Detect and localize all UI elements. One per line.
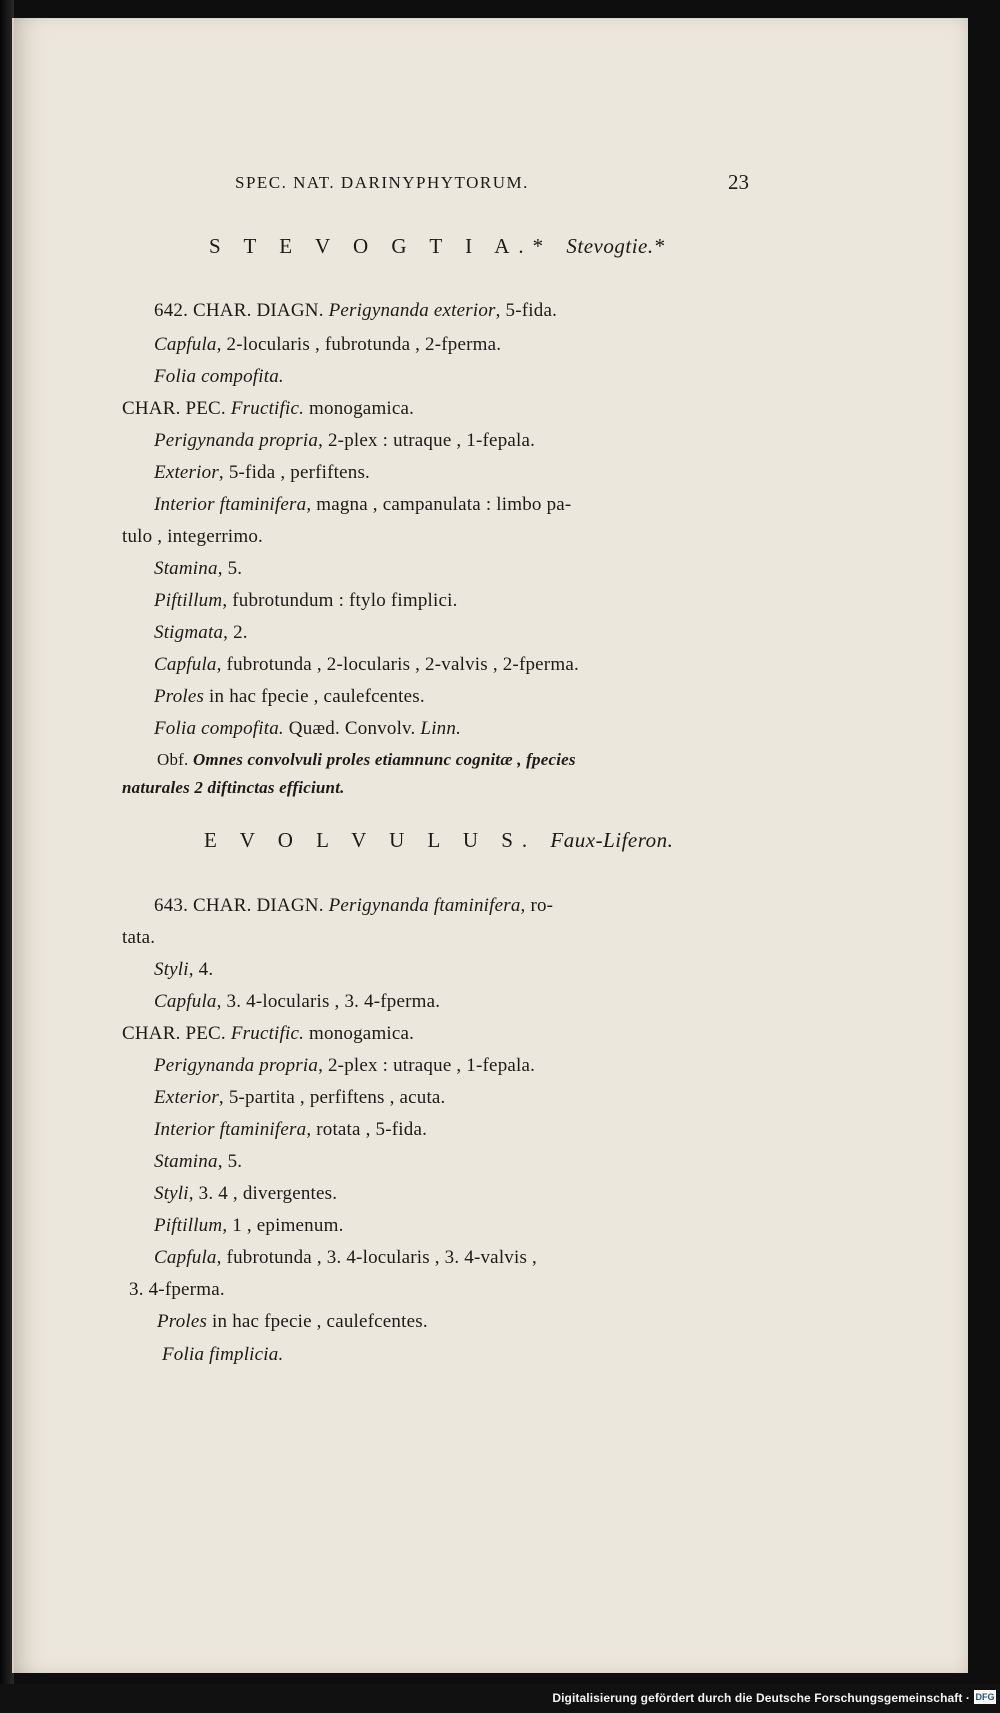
line-italic: Fructific. (230, 1023, 305, 1044)
line-prefix: 642. CHAR. DIAGN. (154, 300, 329, 321)
line-text: , fubrotunda , 2-locularis , 2-valvis , 2-fperma. (216, 654, 579, 675)
text-line (154, 1119, 427, 1141)
line-text: in hac fpecie , caulefcentes. (207, 1311, 428, 1332)
line-text: , fubrotunda , 3. 4-locularis , 3. 4-valvis , (216, 1247, 537, 1268)
line-italic: Folia compofita. (154, 366, 284, 387)
line-prefix: CHAR. PEC. (122, 398, 231, 419)
page-number: 23 (728, 170, 749, 194)
digitization-footer (0, 1684, 1000, 1713)
line-italic: Capfula (154, 654, 217, 675)
line-text: , 4. (188, 959, 214, 980)
line-text: , 5-fida , perfiftens. (218, 462, 370, 483)
line-italic: Perigynanda exterior (328, 300, 496, 321)
genus-name: S T E V O G T I A.* (209, 234, 553, 258)
line-text: , 5-partita , perfiftens , acuta. (218, 1087, 446, 1108)
text-line (154, 718, 461, 740)
line-text: , 3. 4 , divergentes. (188, 1183, 338, 1204)
line-text: monogamica. (304, 398, 415, 419)
genus-title-stevogtia (209, 234, 665, 259)
line-italic: Interior ftaminifera (154, 1119, 307, 1140)
line-text: , ro- (520, 895, 554, 916)
text-line (154, 654, 579, 676)
text-line (122, 1023, 414, 1045)
line-italic: Styli (154, 959, 189, 980)
line-text: , 5. (217, 1151, 243, 1172)
footer-credit: Digitalisierung gefördert durch die Deutsche Forschungsgemeinschaft · (552, 1691, 970, 1705)
text-line (154, 300, 557, 322)
line-text: in hac fpecie , caulefcentes. (204, 686, 425, 707)
running-title: SPEC. NAT. DARINYPHYTORUM. (235, 173, 529, 192)
line-text: Quæd. Convolv. (283, 718, 421, 739)
line-italic: Perigynanda propria (154, 430, 319, 451)
line-italic: Stamina (154, 1151, 218, 1172)
text-line (154, 1215, 344, 1237)
vernacular-name: Stevogtie.* (566, 234, 665, 258)
line-italic: Exterior (154, 1087, 219, 1108)
line-italic: Capfula (154, 1247, 217, 1268)
genus-title-evolvulus (204, 828, 673, 853)
line-italic: Folia fimplicia. (162, 1344, 284, 1365)
text-line (154, 1183, 337, 1205)
line-text: , 2-locularis , fubrotunda , 2-fperma. (216, 334, 502, 355)
text-line (122, 526, 263, 548)
text-line (154, 430, 535, 452)
line-prefix: Obf. (157, 750, 193, 769)
text-line (154, 622, 248, 644)
line-prefix: CHAR. PEC. (122, 1023, 231, 1044)
text-line (154, 991, 440, 1013)
text-line (154, 1087, 446, 1109)
line-text: , fubrotundum : ftylo fimplici. (222, 590, 458, 611)
line-italic: Perigynanda propria (154, 1055, 319, 1076)
text-line (154, 1055, 535, 1077)
text-line (122, 927, 155, 949)
line-text: , 2-plex : utraque , 1-fepala. (318, 430, 536, 451)
line-text: , 2. (223, 622, 248, 643)
text-line (154, 959, 213, 981)
text-line (129, 1279, 225, 1301)
text-line (122, 398, 414, 420)
line-text: tata. (122, 927, 156, 948)
line-italic: Interior ftaminifera (154, 494, 307, 515)
text-line (154, 686, 425, 708)
text-line (154, 334, 501, 356)
line-italic: Proles (157, 1311, 208, 1332)
line-italic: Fructific. (230, 398, 305, 419)
text-line (154, 494, 571, 516)
line-italic: Capfula (154, 991, 217, 1012)
text-line (157, 750, 576, 770)
line-italic: Proles (154, 686, 205, 707)
line-text: , 5. (217, 558, 243, 579)
text-line (154, 1151, 242, 1173)
line-italic: Omnes convolvuli proles etiamnunc cognitæ , fpecies (192, 750, 576, 769)
line-text: , 1 , epimenum. (222, 1215, 344, 1236)
line-text: , 3. 4-locularis , 3. 4-fperma. (216, 991, 441, 1012)
text-line (162, 1344, 283, 1366)
line-text: monogamica. (304, 1023, 415, 1044)
line-italic: Piftillum (154, 1215, 223, 1236)
line-italic: Linn. (420, 718, 462, 739)
genus-name: E V O L V U L U S. (204, 828, 537, 852)
line-text: , rotata , 5-fida. (306, 1119, 428, 1140)
line-italic: Styli (154, 1183, 189, 1204)
line-italic: Stamina (154, 558, 218, 579)
line-italic: Stigmata (154, 622, 224, 643)
line-text: , magna , campanulata : limbo pa- (306, 494, 572, 515)
line-text: , 2-plex : utraque , 1-fepala. (318, 1055, 536, 1076)
line-italic: Folia compofita. (154, 718, 284, 739)
line-text: , 5-fida. (495, 300, 558, 321)
line-text: 3. 4-fperma. (129, 1279, 225, 1300)
line-italic: Piftillum (154, 590, 223, 611)
vernacular-name: Faux-Liferon. (550, 828, 674, 852)
line-prefix: 643. CHAR. DIAGN. (154, 895, 329, 916)
line-italic: Perigynanda ftaminifera (328, 895, 521, 916)
line-text: tulo , integerrimo. (122, 526, 263, 547)
text-line (157, 1311, 428, 1333)
text-line (154, 1247, 537, 1269)
line-italic: Capfula (154, 334, 217, 355)
dfg-logo: DFG (975, 1692, 995, 1702)
text-line (154, 366, 284, 388)
text-line (154, 895, 553, 917)
book-page (12, 18, 968, 1673)
text-line (154, 462, 370, 484)
text-line (122, 778, 345, 798)
text-line (154, 590, 458, 612)
line-italic: naturales 2 diftinctas efficiunt. (122, 778, 345, 797)
text-line (154, 558, 242, 580)
line-italic: Exterior (154, 462, 219, 483)
